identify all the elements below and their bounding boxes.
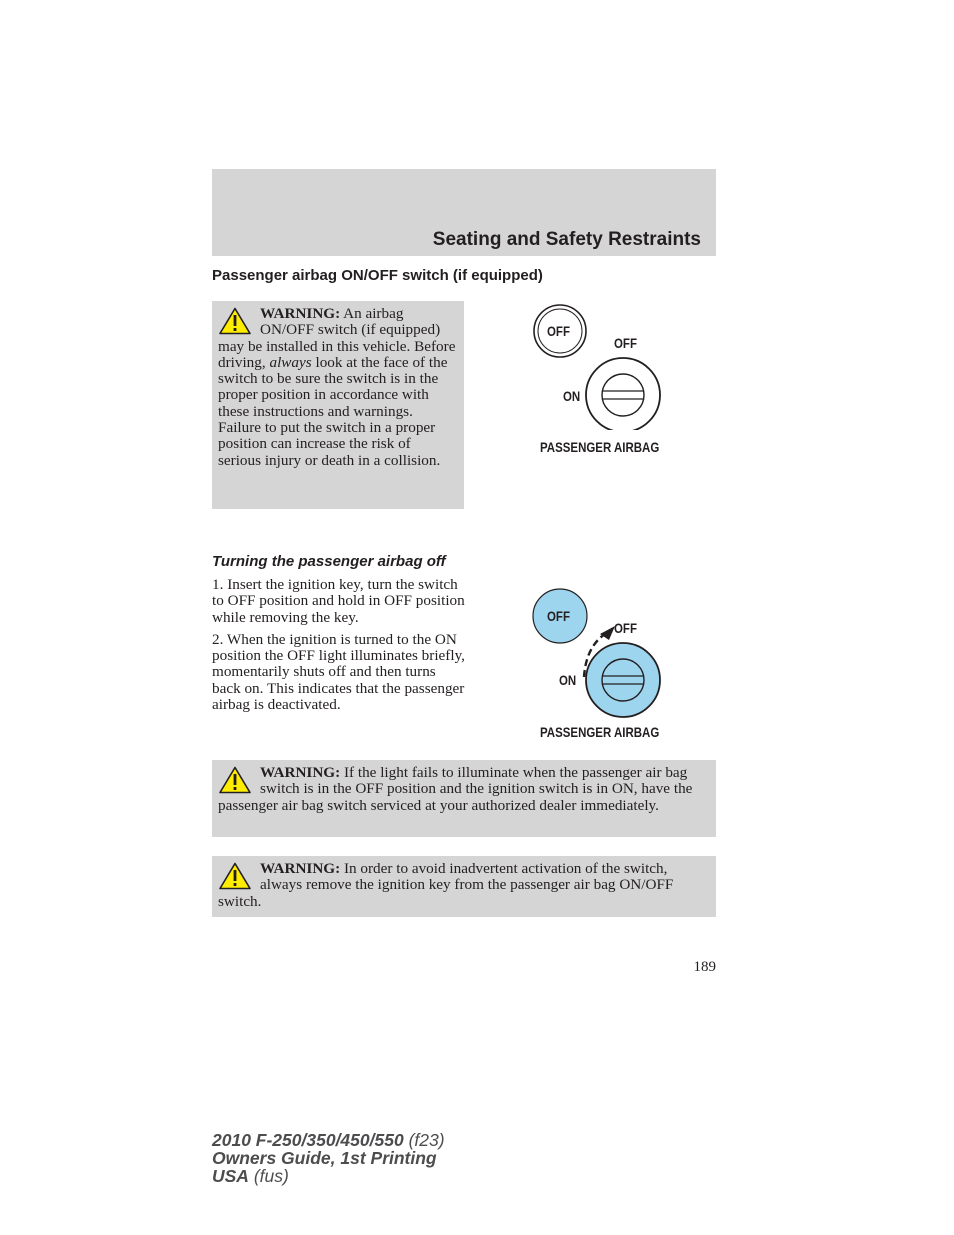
arrow-head-icon — [600, 626, 615, 640]
off-position-label: OFF — [614, 620, 637, 636]
airbag-switch-drawing — [520, 300, 690, 430]
warning-text-emphasis: always — [269, 353, 312, 371]
off-position-label: OFF — [614, 335, 637, 351]
switch-keyhole — [602, 659, 644, 701]
page-number: 189 — [693, 959, 716, 975]
warning-text-a: An airbag ON/OFF switch (if equipped) may be installed in this vehicle. Before driving, — [218, 305, 456, 371]
warning-text-b: look at the face of the switch to be sure the switch is in the proper position in accordance with these instructions and warnings. Failure to put the switch in a proper position can increase the risk of serious injury or death in a collision. — [218, 353, 448, 469]
on-position-label: ON — [559, 672, 577, 688]
step-2: 2. When the ignition is turned to the ON position the OFF light illuminates briefly, momentarily shuts off and then turns back on. This indicates that the passenger airbag is deactivated. — [212, 630, 465, 714]
footer-model: 2010 F-250/350/450/550 — [212, 1130, 404, 1150]
footer-market: USA — [212, 1166, 249, 1186]
section-header-band — [212, 169, 716, 256]
warning-triangle-icon — [218, 766, 252, 794]
warning-box-2 — [212, 760, 716, 837]
footer-market-code: (fus) — [248, 1166, 289, 1186]
warning-label: WARNING: — [260, 305, 341, 322]
step-1: 1. Insert the ignition key, turn the switch to OFF position and hold in OFF position while removing the key. — [212, 576, 465, 626]
lamp-off-label: OFF — [547, 608, 570, 624]
diagram-caption: PASSENGER AIRBAG — [540, 724, 660, 740]
footer-model-code: (f23) — [403, 1130, 445, 1150]
warning-box-1 — [212, 301, 464, 509]
on-position-label: ON — [563, 388, 581, 404]
warning-label: WARNING: — [260, 764, 341, 781]
document-footer — [212, 1131, 445, 1185]
footer-edition: Owners Guide, 1st Printing — [212, 1148, 437, 1168]
warning-text: In order to avoid inadvertent activation of the switch, always remove the ignition key from the passenger air bag ON/OFF switch. — [218, 860, 674, 910]
section-title: Passenger airbag ON/OFF switch (if equipped) — [212, 267, 543, 284]
warning-box-3 — [212, 856, 716, 917]
subsection-title: Turning the passenger airbag off — [212, 553, 446, 570]
airbag-switch-diagram-lit — [520, 585, 690, 750]
lamp-off-label: OFF — [547, 323, 570, 339]
switch-keyhole — [602, 374, 644, 416]
chapter-title: Seating and Safety Restraints — [432, 229, 701, 250]
warning-triangle-icon — [218, 862, 252, 890]
warning-text: If the light fails to illuminate when the passenger air bag switch is in the OFF position and the ignition switch is in ON, have the passenger air bag switch serviced at your authorized dealer immediately. — [218, 764, 693, 814]
warning-triangle-icon — [218, 307, 252, 335]
airbag-switch-drawing-lit — [520, 585, 690, 720]
warning-label: WARNING: — [260, 860, 341, 877]
instruction-steps — [212, 577, 468, 719]
airbag-switch-diagram-off — [520, 300, 690, 465]
diagram-caption: PASSENGER AIRBAG — [540, 439, 660, 455]
